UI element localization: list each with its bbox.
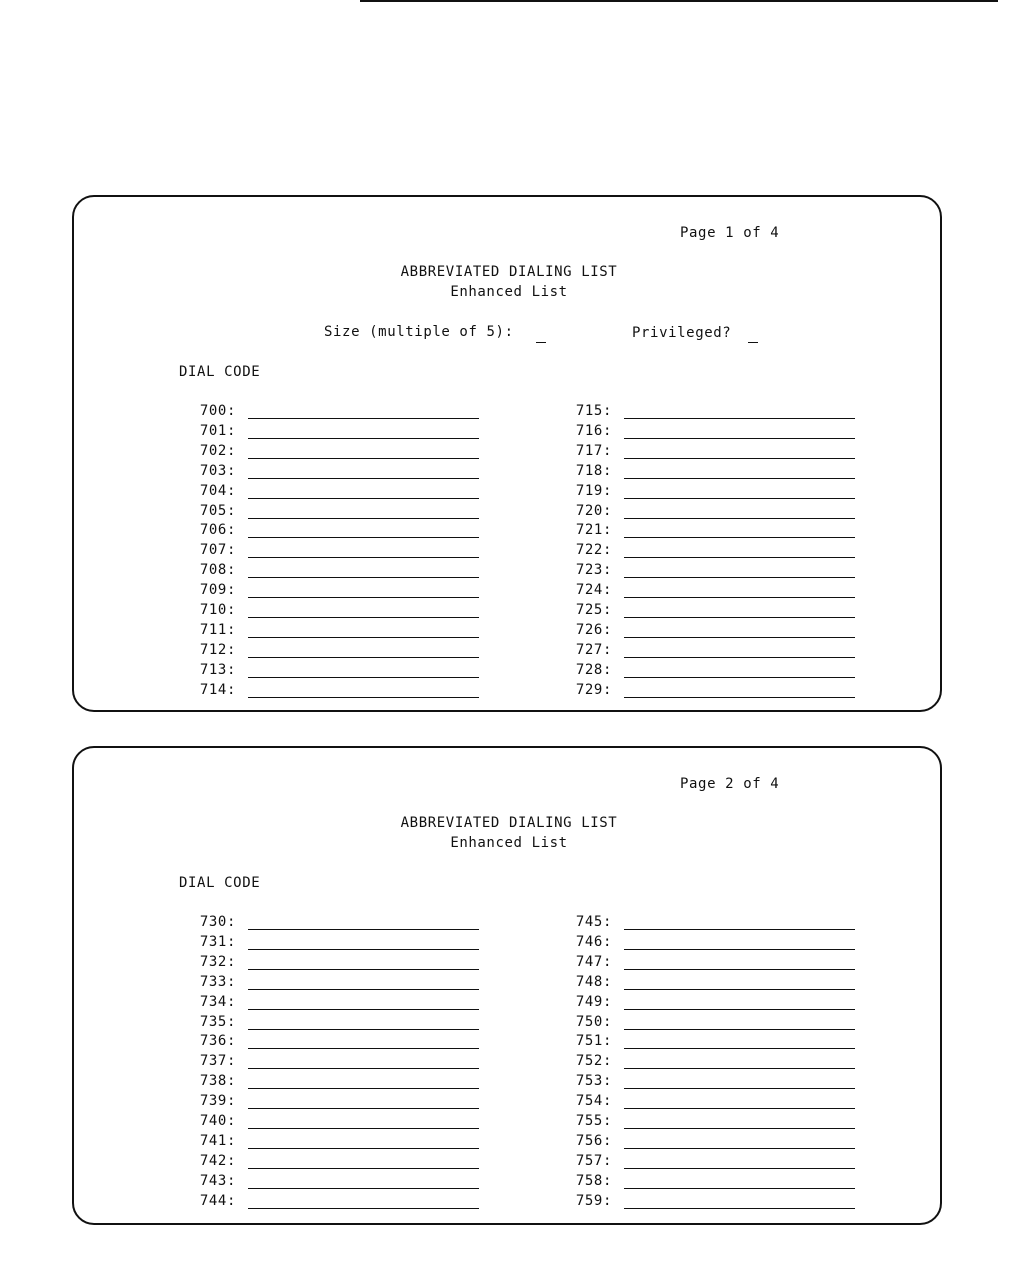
dial-code-entry-field[interactable] xyxy=(248,1188,479,1189)
dial-code-label: 702: xyxy=(199,442,236,459)
dial-code-entry-field[interactable] xyxy=(624,1168,855,1169)
dial-code-label: 751: xyxy=(575,1033,612,1050)
dial-code-entry-field[interactable] xyxy=(248,597,479,598)
form-subtitle: Enhanced List xyxy=(450,284,568,300)
form-title: ABBREVIATED DIALING LIST xyxy=(400,264,618,280)
dial-code-label: 725: xyxy=(575,602,612,618)
dial-code-entry-field[interactable] xyxy=(248,478,479,479)
privileged-field[interactable] xyxy=(748,342,758,343)
dial-code-entry-field[interactable] xyxy=(248,657,479,658)
form-screen-page-2 xyxy=(72,746,942,1225)
dial-code-label: 747: xyxy=(575,953,612,970)
dial-code-label: 726: xyxy=(575,621,612,638)
dial-code-label: 712: xyxy=(199,641,236,658)
dial-code-entry-field[interactable] xyxy=(624,1029,855,1030)
dial-code-label: 700: xyxy=(199,403,236,419)
dial-code-label: 744: xyxy=(199,1192,236,1209)
dial-code-entry-field[interactable] xyxy=(248,498,479,499)
dial-code-entry-field[interactable] xyxy=(248,458,479,459)
dial-code-entry-field[interactable] xyxy=(624,1009,855,1010)
dial-code-label: 713: xyxy=(199,661,236,678)
dial-code-entry-field[interactable] xyxy=(248,537,479,538)
dial-code-label: 754: xyxy=(575,1093,612,1110)
dial-code-entry-field[interactable] xyxy=(248,929,479,930)
dial-code-entry-field[interactable] xyxy=(248,989,479,990)
dial-code-label: 734: xyxy=(199,993,236,1010)
dial-code-entry-field[interactable] xyxy=(248,969,479,970)
dial-code-label: 733: xyxy=(199,973,236,990)
dial-code-entry-field[interactable] xyxy=(248,1009,479,1010)
dial-code-label: 727: xyxy=(575,641,612,658)
dial-code-entry-field[interactable] xyxy=(248,637,479,638)
dial-code-entry-field[interactable] xyxy=(624,1088,855,1089)
dial-code-entry-field[interactable] xyxy=(248,418,479,419)
dial-code-label: 739: xyxy=(199,1093,236,1110)
dial-code-label: 740: xyxy=(199,1113,236,1129)
dial-code-label: 724: xyxy=(575,582,612,599)
dial-code-label: 711: xyxy=(199,621,236,638)
dial-code-label: 731: xyxy=(199,933,236,950)
dial-code-entry-field[interactable] xyxy=(624,1208,855,1209)
dial-code-label: 706: xyxy=(199,522,236,539)
dial-code-entry-field[interactable] xyxy=(248,949,479,950)
dial-code-label: 748: xyxy=(575,973,612,990)
dial-code-entry-field[interactable] xyxy=(624,697,855,698)
dial-code-entry-field[interactable] xyxy=(624,969,855,970)
dial-code-label: 743: xyxy=(199,1172,236,1189)
dial-code-label: 756: xyxy=(575,1132,612,1149)
dial-code-entry-field[interactable] xyxy=(624,498,855,499)
dial-code-label: 737: xyxy=(199,1053,236,1070)
dial-code-entry-field[interactable] xyxy=(624,1048,855,1049)
dial-code-header: DIAL CODE xyxy=(179,364,261,380)
dial-code-entry-field[interactable] xyxy=(624,1068,855,1069)
form-screen-page-1 xyxy=(72,195,942,712)
dial-code-label: 723: xyxy=(575,562,612,579)
dial-code-entry-field[interactable] xyxy=(624,1108,855,1109)
dial-code-entry-field[interactable] xyxy=(624,637,855,638)
dial-code-entry-field[interactable] xyxy=(248,1088,479,1089)
dial-code-entry-field[interactable] xyxy=(624,1188,855,1189)
dial-code-label: 758: xyxy=(575,1172,612,1189)
dial-code-label: 745: xyxy=(575,914,612,930)
dial-code-label: 701: xyxy=(199,422,236,439)
dial-code-entry-field[interactable] xyxy=(248,1048,479,1049)
page-indicator: Page 1 of 4 xyxy=(680,225,780,241)
dial-code-label: 707: xyxy=(199,542,236,559)
dial-code-entry-field[interactable] xyxy=(624,929,855,930)
dial-code-label: 715: xyxy=(575,403,612,419)
dial-code-label: 746: xyxy=(575,933,612,950)
dial-code-entry-field[interactable] xyxy=(248,1108,479,1109)
dial-code-entry-field[interactable] xyxy=(624,478,855,479)
dial-code-entry-field[interactable] xyxy=(248,1029,479,1030)
dial-code-label: 757: xyxy=(575,1152,612,1169)
dial-code-entry-field[interactable] xyxy=(248,697,479,698)
dial-code-label: 742: xyxy=(199,1152,236,1169)
dial-code-label: 741: xyxy=(199,1132,236,1149)
form-title: ABBREVIATED DIALING LIST xyxy=(400,815,618,831)
dial-code-entry-field[interactable] xyxy=(624,1128,855,1129)
dial-code-entry-field[interactable] xyxy=(624,438,855,439)
dial-code-label: 710: xyxy=(199,602,236,618)
dial-code-entry-field[interactable] xyxy=(248,1128,479,1129)
dial-code-label: 759: xyxy=(575,1192,612,1209)
dial-code-label: 717: xyxy=(575,442,612,459)
dial-code-label: 729: xyxy=(575,681,612,698)
dial-code-entry-field[interactable] xyxy=(624,557,855,558)
dial-code-entry-field[interactable] xyxy=(624,458,855,459)
dial-code-label: 736: xyxy=(199,1033,236,1050)
page-top-rule xyxy=(360,0,998,2)
dial-code-entry-field[interactable] xyxy=(624,989,855,990)
dial-code-label: 750: xyxy=(575,1013,612,1030)
dial-code-entry-field[interactable] xyxy=(624,597,855,598)
dial-code-entry-field[interactable] xyxy=(248,1208,479,1209)
dial-code-label: 719: xyxy=(575,482,612,499)
dial-code-entry-field[interactable] xyxy=(248,557,479,558)
dial-code-entry-field[interactable] xyxy=(624,418,855,419)
dial-code-entry-field[interactable] xyxy=(624,1148,855,1149)
dial-code-label: 720: xyxy=(575,502,612,519)
dial-code-label: 714: xyxy=(199,681,236,698)
dial-code-label: 753: xyxy=(575,1073,612,1090)
dial-code-entry-field[interactable] xyxy=(248,577,479,578)
dial-code-entry-field[interactable] xyxy=(248,518,479,519)
dial-code-entry-field[interactable] xyxy=(624,617,855,618)
dial-code-label: 728: xyxy=(575,661,612,678)
dial-code-label: 721: xyxy=(575,522,612,539)
form-subtitle: Enhanced List xyxy=(450,835,568,851)
dial-code-entry-field[interactable] xyxy=(624,577,855,578)
dial-code-entry-field[interactable] xyxy=(624,949,855,950)
privileged-label: Privileged? xyxy=(632,325,732,341)
dial-code-label: 749: xyxy=(575,993,612,1010)
size-field[interactable] xyxy=(536,342,546,343)
dial-code-label: 732: xyxy=(199,953,236,970)
dial-code-label: 716: xyxy=(575,422,612,439)
dial-code-label: 708: xyxy=(199,562,236,579)
dial-code-label: 755: xyxy=(575,1113,612,1129)
dial-code-label: 718: xyxy=(575,462,612,479)
page-indicator: Page 2 of 4 xyxy=(680,776,780,792)
dial-code-label: 722: xyxy=(575,542,612,559)
dial-code-label: 705: xyxy=(199,502,236,519)
dial-code-entry-field[interactable] xyxy=(248,438,479,439)
dial-code-label: 709: xyxy=(199,582,236,599)
dial-code-header: DIAL CODE xyxy=(179,875,261,891)
dial-code-entry-field[interactable] xyxy=(248,617,479,618)
dial-code-entry-field[interactable] xyxy=(624,677,855,678)
dial-code-entry-field[interactable] xyxy=(248,677,479,678)
dial-code-label: 730: xyxy=(199,914,236,930)
dial-code-entry-field[interactable] xyxy=(624,657,855,658)
dial-code-entry-field[interactable] xyxy=(248,1148,479,1149)
dial-code-label: 752: xyxy=(575,1053,612,1070)
dial-code-label: 738: xyxy=(199,1073,236,1090)
dial-code-entry-field[interactable] xyxy=(624,518,855,519)
dial-code-entry-field[interactable] xyxy=(248,1068,479,1069)
dial-code-entry-field[interactable] xyxy=(248,1168,479,1169)
size-label: Size (multiple of 5): xyxy=(324,324,514,340)
dial-code-label: 703: xyxy=(199,462,236,479)
dial-code-label: 735: xyxy=(199,1013,236,1030)
dial-code-entry-field[interactable] xyxy=(624,537,855,538)
dial-code-label: 704: xyxy=(199,482,236,499)
